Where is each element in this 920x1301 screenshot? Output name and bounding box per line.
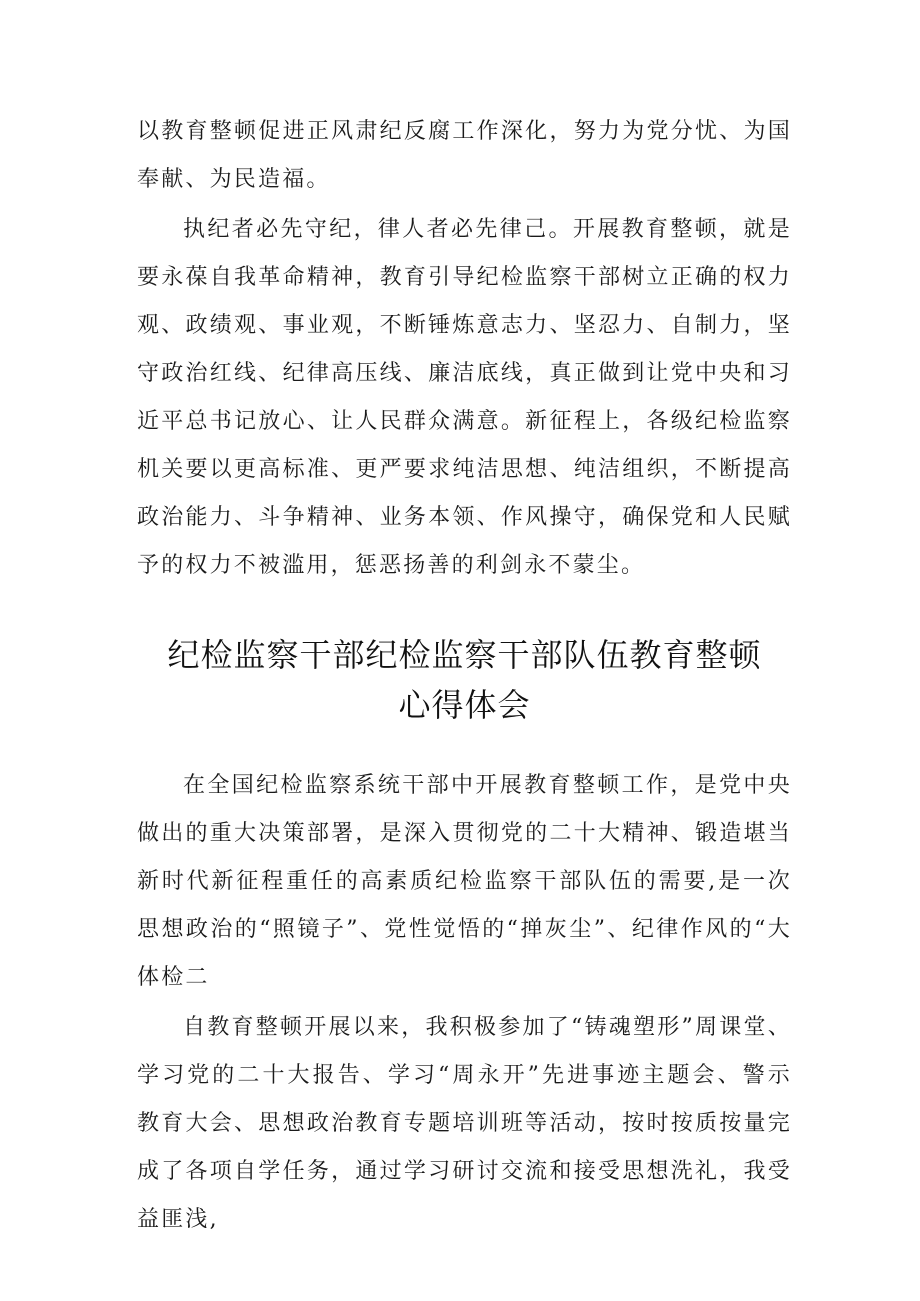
- paragraph-discipline: 执纪者必先守纪，律人者必先律己。开展教育整顿，就是要永葆自我革命精神，教育引导纪检监察干部树立正确的权力观、政绩观、事业观，不断锤炼意志力、坚忍力、自制力，坚守政治红线、纪律高压线、廉洁底线，真正做到让党中央和习近平总书记放心、让人民群众满意。新征程上，各级纪检监察机关要以更高标准、更严要求纯洁思想、纯洁组织，不断提高政治能力、斗争精神、业务本领、作风操守，确保党和人民赋予的权力不被滥用，惩恶扬善的利剑永不蒙尘。: [137, 217, 792, 578]
- article-title-line2: 心得体会: [398, 686, 531, 724]
- article-title-line1: 纪检监察干部纪检监察干部队伍教育整顿: [167, 636, 762, 674]
- paragraph-intro: 在全国纪检监察系统干部中开展教育整顿工作，是党中央做出的重大决策部署，是深入贯彻党的二十大精神、锻造堪当新时代新征程重任的高素质纪检监察干部队伍的需要,是一次思想政治的“照镜子”、党性觉悟的“掸灰尘”、纪律作风的“大体检二: [137, 773, 792, 990]
- paragraph-continuation: 以教育整顿促进正风肃纪反腐工作深化，努力为党分忧、为国奉献、为民造福。: [137, 119, 792, 192]
- article-title: [137, 630, 792, 730]
- paragraph-activities: 自教育整顿开展以来，我积极参加了“铸魂塑形”周课堂、学习党的二十大报告、学习“周永开”先进事迹主题会、警示教育大会、思想政治教育专题培训班等活动，按时按质按量完成了各项自学任务，通过学习研讨交流和接受思想洗礼，我受益匪浅,: [137, 1015, 792, 1232]
